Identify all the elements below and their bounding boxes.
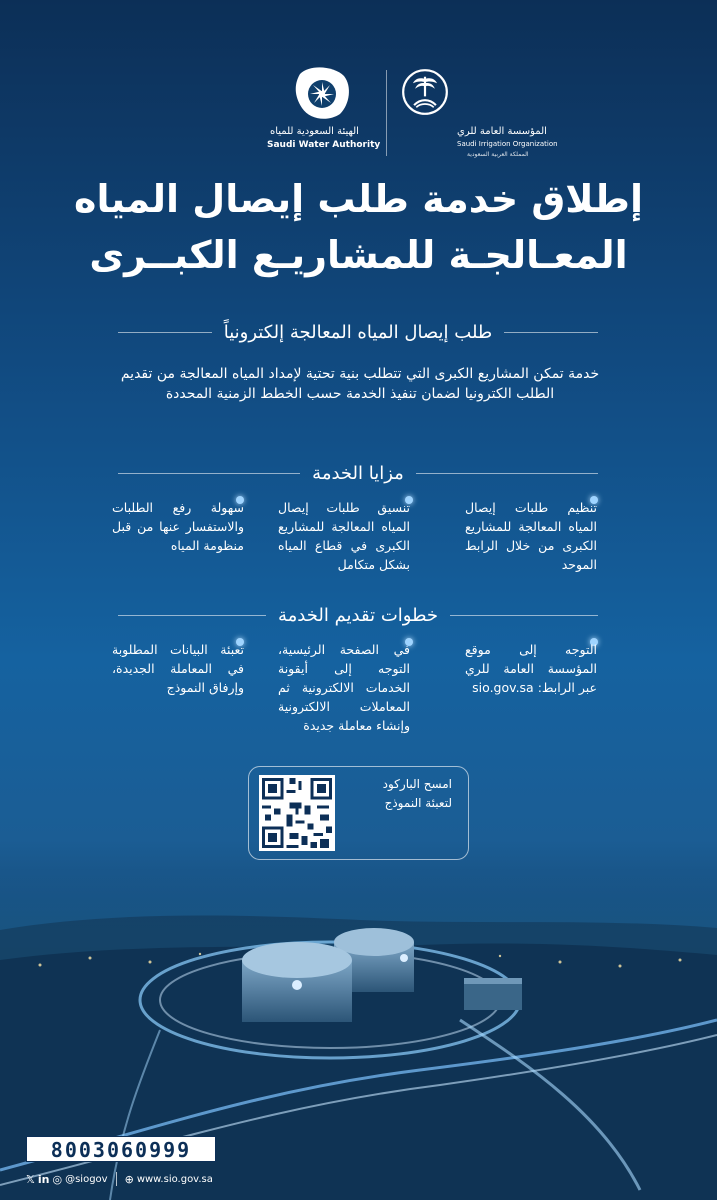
- divider-line: [416, 473, 598, 474]
- logo-row: [0, 60, 717, 160]
- features-heading-row: [118, 458, 598, 488]
- feature-item-1: تنظيم طلبات إيصال المياه المعالجة للمشاريع الكبرى من خلال الرابط الموحد: [465, 500, 597, 572]
- feature-item-2: تنسيق طلبات إيصال المياه المعالجة للمشاريع الكبرى في قطاع المياه بشكل متكامل: [278, 500, 410, 572]
- globe-icon: ⊕: [124, 1172, 134, 1186]
- main-title-line-2: المعـالجـة للمشاريـع الكبــرى: [89, 233, 628, 277]
- feature-item-3: سهولة رفع الطلبات والاستفسار عنها من قبل منظومة المياه: [112, 500, 244, 553]
- qr-panel: [248, 766, 469, 860]
- intro-heading-row: [118, 317, 598, 347]
- instagram-icon[interactable]: ◎: [52, 1172, 63, 1186]
- divider-line: [118, 473, 300, 474]
- sio-logo: [395, 68, 558, 158]
- logo-divider: [386, 70, 387, 156]
- phone-number[interactable]: 8003060999: [26, 1136, 216, 1162]
- swa-name-en: Saudi Water Authority: [267, 140, 381, 150]
- sio-name-en: Saudi Irrigation Organization: [457, 140, 558, 148]
- steps-heading-row: [118, 600, 598, 630]
- sio-name-sub: المملكة العربية السعودية: [467, 151, 529, 158]
- swa-name-ar: الهيئة السعودية للمياه: [270, 126, 359, 137]
- intro-heading: طلب إيصال المياه المعالجة إلكترونياً: [223, 321, 493, 343]
- swa-logo: [262, 64, 382, 160]
- social-handle[interactable]: @siogov: [65, 1173, 108, 1185]
- divider-line: [118, 332, 212, 333]
- step-item-3: تعبئة البيانات المطلوبة في المعاملة الجديدة، وإرفاق النموذج: [112, 642, 244, 695]
- footer-separator: [116, 1172, 117, 1186]
- linkedin-icon[interactable]: in: [37, 1172, 50, 1186]
- x-icon[interactable]: 𝕏: [26, 1172, 35, 1186]
- step-item-1: التوجه إلى موقع المؤسسة العامة للري عبر الرابط: sio.gov.sa: [465, 642, 597, 695]
- sio-name-ar: المؤسسة العامة للري: [457, 126, 547, 137]
- qr-instruction: امسح الباركود لتعبئة النموذج: [382, 777, 452, 810]
- swa-emblem-icon: [292, 64, 352, 122]
- features-heading: مزايا الخدمة: [312, 462, 404, 484]
- qr-code-icon[interactable]: [259, 775, 335, 851]
- intro-description: خدمة تمكن المشاريع الكبرى التي تتطلب بنية تحتية لإمداد المياه المعالجة من تقديم الطلب الكترونيا لضمان تنفيذ الخدمة حسب الخطط الزمنية المحددة: [120, 366, 600, 402]
- divider-line: [450, 615, 598, 616]
- main-title-line-1: إطلاق خدمة طلب إيصال المياه: [74, 177, 643, 221]
- step-item-2: في الصفحة الرئيسية، التوجه إلى أيقونة الخدمات الالكترونية ثم المعاملات الالكترونية وإنشاء معاملة جديدة: [278, 642, 410, 733]
- divider-line: [118, 615, 266, 616]
- palm-swords-emblem-icon: [401, 68, 449, 116]
- divider-line: [504, 332, 598, 333]
- website-link[interactable]: www.sio.gov.sa: [136, 1173, 213, 1185]
- footer-links: [26, 1168, 213, 1190]
- steps-heading: خطوات تقديم الخدمة: [278, 604, 438, 626]
